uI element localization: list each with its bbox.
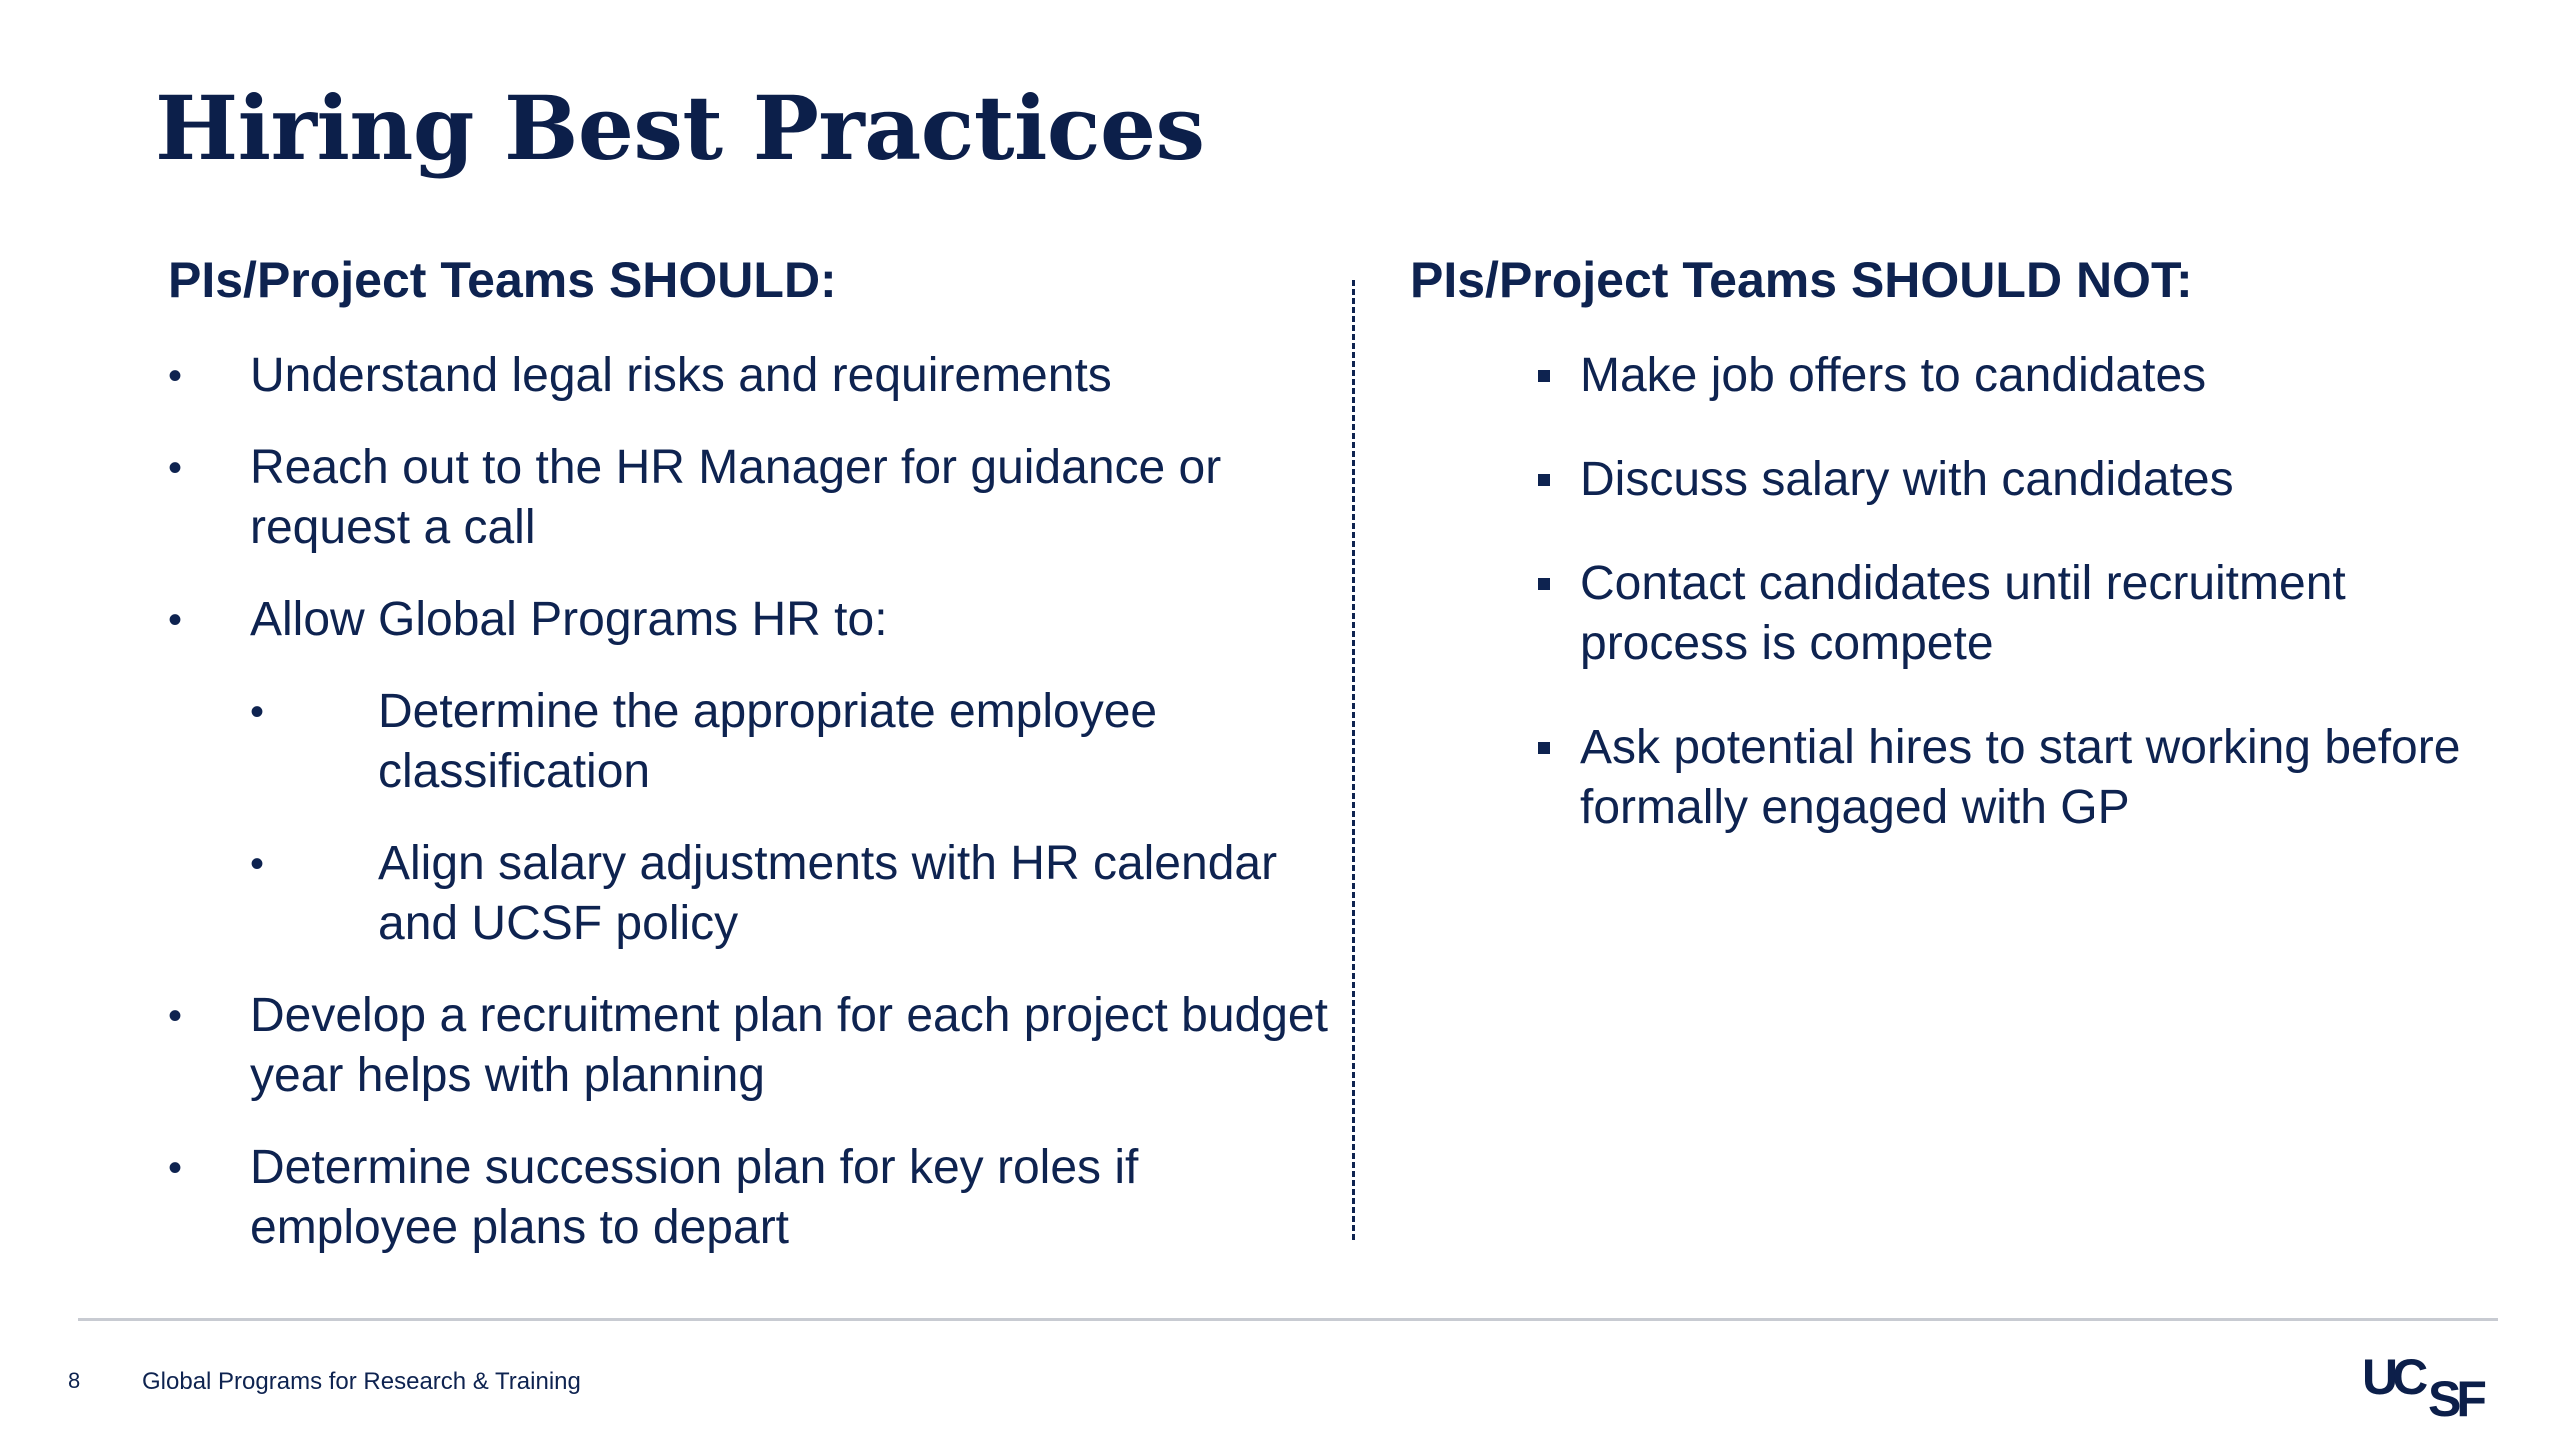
should-not-list [1538, 346, 2470, 838]
should-heading: PIs/Project Teams SHOULD: [168, 252, 837, 308]
list-item [168, 346, 1328, 406]
sub-list-item-text: Align salary adjustments with HR calendar and UCSF policy [378, 836, 1278, 950]
bullet-dot-icon: • [250, 689, 265, 734]
bullet-dot-icon: • [168, 993, 183, 1038]
should-not-heading: PIs/Project Teams SHOULD NOT: [1410, 252, 2193, 308]
list-item-text: Make job offers to candidates [1580, 348, 2207, 402]
sub-list [250, 682, 1328, 954]
list-item [1538, 718, 2470, 838]
should-list [168, 346, 1328, 1258]
list-item-text: Ask potential hires to start working before formally engaged with GP [1580, 720, 2461, 834]
list-item-text: Develop a recruitment plan for each project budget year helps with planning [250, 988, 1328, 1102]
list-item [168, 438, 1328, 558]
list-item-text: Reach out to the HR Manager for guidance or request a call [250, 440, 1222, 554]
page-number: 8 [68, 1368, 81, 1393]
sub-list-item-text: Determine the appropriate employee classification [378, 684, 1158, 798]
sub-list-item [250, 682, 1328, 802]
svg-text:SF: SF [2428, 1371, 2482, 1420]
list-item [1538, 554, 2470, 674]
column-divider [1352, 280, 1355, 1240]
square-bullet-icon [1538, 370, 1550, 382]
square-bullet-icon [1538, 578, 1550, 590]
list-item-text: Allow Global Programs HR to: [250, 592, 888, 646]
list-item [1538, 346, 2470, 406]
list-item [168, 1138, 1328, 1258]
square-bullet-icon [1538, 742, 1550, 754]
bullet-dot-icon: • [250, 841, 265, 886]
bullet-dot-icon: • [168, 445, 183, 490]
ucsf-logo [2360, 1348, 2510, 1420]
list-item-text: Contact candidates until recruitment process is compete [1580, 556, 2346, 670]
list-item-text: Determine succession plan for key roles if employee plans to depart [250, 1140, 1139, 1254]
list-item [168, 986, 1328, 1106]
should-not-column [1410, 252, 2470, 882]
slide-title: Hiring Best Practices [155, 76, 1205, 180]
footer-rule [78, 1318, 2498, 1321]
list-item-text: Discuss salary with candidates [1580, 452, 2234, 506]
list-item [1538, 450, 2470, 510]
svg-text:UC: UC [2362, 1349, 2423, 1405]
footer-text: Global Programs for Research & Training [142, 1368, 581, 1395]
bullet-dot-icon: • [168, 597, 183, 642]
sub-list-item [250, 834, 1328, 954]
list-item-text: Understand legal risks and requirements [250, 348, 1112, 402]
bullet-dot-icon: • [168, 353, 183, 398]
bullet-dot-icon: • [168, 1145, 183, 1190]
list-item [168, 590, 1328, 954]
square-bullet-icon [1538, 474, 1550, 486]
should-column [168, 252, 1328, 1290]
